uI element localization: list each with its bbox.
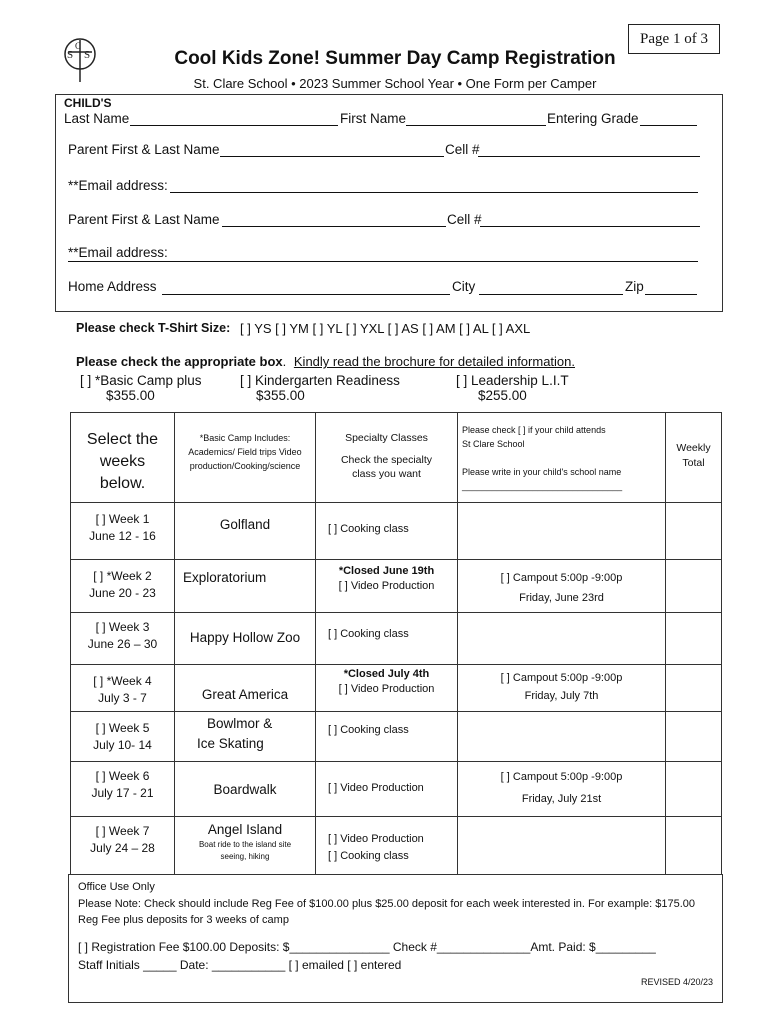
specialty-option[interactable]: [ ] Video Production bbox=[338, 580, 435, 592]
child-heading: CHILD'S bbox=[64, 96, 112, 110]
program-label: Please check the appropriate box bbox=[76, 354, 283, 369]
table-row bbox=[71, 712, 722, 762]
closed-note: *Closed June 19th bbox=[338, 565, 435, 577]
header-weeks-line2: weeks bbox=[99, 453, 146, 470]
week-dates: July 17 - 21 bbox=[91, 786, 154, 800]
option-basic-camp[interactable]: [ ] *Basic Camp plus bbox=[80, 373, 202, 388]
specialty-option[interactable]: [ ] Cooking class bbox=[328, 724, 409, 736]
weeks-table bbox=[70, 412, 722, 875]
specialty-option[interactable]: [ ] Video Production bbox=[328, 833, 424, 845]
field-trip: Bowlmor & bbox=[207, 716, 273, 731]
week-checkbox[interactable]: [ ] Week 3 bbox=[95, 620, 150, 634]
program-label-period: . bbox=[282, 354, 287, 369]
parent1-label: Parent First & Last Name bbox=[68, 142, 220, 157]
field-trip: Golfland bbox=[219, 517, 271, 532]
svg-text:S: S bbox=[67, 49, 74, 61]
svg-text:C: C bbox=[75, 41, 82, 51]
week-checkbox[interactable]: [ ] *Week 2 bbox=[93, 569, 152, 583]
field-trip: Happy Hollow Zoo bbox=[189, 630, 301, 645]
header-basic-camp bbox=[175, 413, 316, 503]
header-check-line1: Please check [ ] if your child attends bbox=[462, 425, 606, 435]
week-dates: June 20 - 23 bbox=[89, 586, 156, 600]
office-fee-line: [ ] Registration Fee $100.00 Deposits: $_______________ Check #______________Amt. Paid: $_________ bbox=[78, 940, 656, 954]
week-dates: July 3 - 7 bbox=[98, 691, 147, 705]
first-name-field[interactable] bbox=[406, 125, 546, 126]
header-check-blank[interactable]: ________________________________ bbox=[462, 481, 623, 491]
table-row bbox=[71, 560, 722, 613]
table-row bbox=[71, 762, 722, 817]
week-checkbox[interactable]: [ ] Week 6 bbox=[95, 769, 150, 783]
cell2-label: Cell # bbox=[447, 212, 482, 227]
week-checkbox[interactable]: [ ] Week 1 bbox=[95, 512, 150, 526]
header-specialty-line3: class you want bbox=[352, 468, 421, 480]
header-weeks-line1: Select the bbox=[86, 431, 159, 448]
week-checkbox[interactable]: [ ] Week 5 bbox=[95, 721, 150, 735]
office-staff-line: Staff Initials _____ Date: ___________ [ ] emailed [ ] entered bbox=[78, 958, 402, 972]
city-field[interactable] bbox=[479, 294, 623, 295]
closed-note: *Closed July 4th bbox=[343, 668, 430, 680]
campout-date: Friday, June 23rd bbox=[519, 592, 604, 604]
header-school-check bbox=[458, 413, 666, 503]
campout-option[interactable]: [ ] Campout 5:00p -9:00p bbox=[500, 572, 623, 584]
parent2-label: Parent First & Last Name bbox=[68, 212, 220, 227]
city-label: City bbox=[452, 279, 476, 294]
header-check-line3: Please write in your child's school name bbox=[462, 467, 622, 477]
page-number: Page 1 of 3 bbox=[628, 24, 720, 54]
week-dates: June 26 – 30 bbox=[87, 637, 158, 651]
header-basic-line2: Academics/ Field trips Video bbox=[188, 447, 302, 457]
campout-option[interactable]: [ ] Campout 5:00p -9:00p bbox=[500, 771, 623, 783]
zip-field[interactable] bbox=[645, 294, 697, 295]
program-instructions bbox=[76, 354, 575, 369]
week-dates: June 12 - 16 bbox=[89, 529, 156, 543]
specialty-option[interactable]: [ ] Cooking class bbox=[328, 523, 409, 535]
table-row bbox=[71, 503, 722, 560]
last-name-field[interactable] bbox=[130, 125, 338, 126]
email1-label: **Email address: bbox=[68, 178, 168, 193]
campout-date: Friday, July 21st bbox=[521, 793, 602, 805]
entering-grade-label: Entering Grade bbox=[547, 111, 639, 126]
specialty-option[interactable]: [ ] Cooking class bbox=[328, 628, 409, 640]
specialty-option-2[interactable]: [ ] Cooking class bbox=[328, 850, 409, 862]
parent1-field[interactable] bbox=[220, 156, 444, 157]
revised-date: REVISED 4/20/23 bbox=[640, 977, 713, 987]
option-leadership[interactable]: [ ] Leadership L.I.T bbox=[456, 373, 569, 388]
first-name-label: First Name bbox=[340, 111, 407, 126]
header-weekly-total bbox=[666, 413, 722, 503]
week-checkbox[interactable]: [ ] *Week 4 bbox=[93, 674, 152, 688]
office-use-section bbox=[68, 874, 723, 1003]
header-specialty-line2: Check the specialty bbox=[340, 454, 433, 466]
email2-label: **Email address: bbox=[68, 245, 168, 260]
field-trip: Angel Island bbox=[207, 822, 283, 837]
field-trip-line2: Ice Skating bbox=[197, 736, 264, 751]
home-address-label: Home Address bbox=[68, 279, 157, 294]
header-specialty bbox=[316, 413, 458, 503]
header-basic-line3: production/Cooking/science bbox=[189, 461, 301, 471]
header-total-line1: Weekly bbox=[676, 442, 711, 454]
specialty-option[interactable]: [ ] Video Production bbox=[338, 683, 435, 695]
zip-label: Zip bbox=[625, 279, 644, 294]
cell1-label: Cell # bbox=[445, 142, 480, 157]
header-weeks-line3: below. bbox=[99, 475, 146, 492]
table-row bbox=[71, 817, 722, 875]
email1-field[interactable] bbox=[170, 192, 698, 193]
header-specialty-line1: Specialty Classes bbox=[345, 432, 428, 444]
table-row bbox=[71, 665, 722, 712]
last-name-label: Last Name bbox=[64, 111, 130, 126]
week-checkbox[interactable]: [ ] Week 7 bbox=[95, 824, 150, 838]
parent2-field[interactable] bbox=[222, 226, 446, 227]
header-total-line2: Total bbox=[682, 457, 705, 469]
header-basic-line1: *Basic Camp Includes: bbox=[199, 433, 291, 443]
field-trip: Boardwalk bbox=[213, 782, 277, 797]
option-kindergarten[interactable]: [ ] Kindergarten Readiness bbox=[240, 373, 400, 388]
option-leadership-price: $255.00 bbox=[478, 388, 527, 403]
cell1-field[interactable] bbox=[478, 156, 700, 157]
option-basic-camp-price: $355.00 bbox=[106, 388, 155, 403]
form-title: Cool Kids Zone! Summer Day Camp Registration bbox=[174, 48, 616, 69]
week-dates: July 10- 14 bbox=[93, 738, 152, 752]
specialty-option[interactable]: [ ] Video Production bbox=[328, 782, 424, 794]
tshirt-label: Please check T-Shirt Size: bbox=[76, 321, 231, 335]
home-address-field[interactable] bbox=[162, 294, 450, 295]
tshirt-sizes[interactable]: [ ] YS [ ] YM [ ] YL [ ] YXL [ ] AS [ ] AM [ ] AL [ ] AXL bbox=[240, 321, 531, 336]
brochure-note: Kindly read the brochure for detailed information. bbox=[293, 354, 575, 369]
svg-text:S: S bbox=[84, 49, 91, 61]
campout-date: Friday, July 7th bbox=[524, 690, 599, 702]
header-check-line2: St Clare School bbox=[462, 439, 525, 449]
field-trip: Exploratorium bbox=[183, 570, 267, 585]
field-trip-note: Boat ride to the island site seeing, hiking bbox=[198, 840, 292, 861]
entering-grade-field[interactable] bbox=[640, 125, 697, 126]
email2-field[interactable] bbox=[68, 261, 698, 262]
field-trip: Great America bbox=[201, 687, 289, 702]
campout-option[interactable]: [ ] Campout 5:00p -9:00p bbox=[500, 672, 623, 684]
cell2-field[interactable] bbox=[480, 226, 700, 227]
table-row bbox=[71, 613, 722, 665]
form-subtitle: St. Clare School • 2023 Summer School Year • One Form per Camper bbox=[193, 76, 597, 91]
header-weeks bbox=[71, 413, 175, 503]
office-note: Please Note: Check should include Reg Fee of $100.00 plus $25.00 deposit for each week interested in. For example: $175.00 Reg Fee plus deposits for 3 weeks of camp bbox=[78, 898, 695, 926]
office-heading: Office Use Only bbox=[78, 881, 155, 893]
option-kindergarten-price: $355.00 bbox=[256, 388, 305, 403]
table-header-row bbox=[71, 413, 722, 503]
week-dates: July 24 – 28 bbox=[90, 841, 155, 855]
